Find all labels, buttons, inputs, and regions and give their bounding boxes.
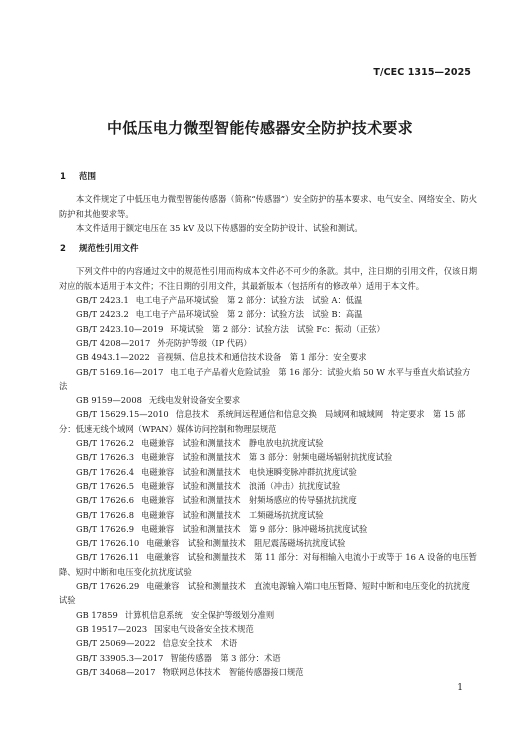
reference-title: 电磁兼容 试验和测量技术 第 3 部分：射频电磁场辐射抗扰度试验 bbox=[141, 452, 393, 463]
reference-code: GB 9159—2008 bbox=[76, 395, 142, 406]
section-title: 规范性引用文件 bbox=[79, 244, 139, 255]
reference-title: 物联网总体技术 智能传感器接口规范 bbox=[162, 666, 304, 677]
document-body bbox=[59, 170, 477, 679]
standard-code: T/CEC 1315—2025 bbox=[373, 67, 471, 78]
scope-paragraph: 本文件规定了中低压电力微型智能传感器（简称“传感器”）安全防护的基本要求、电气安全、网络安全、防火防护和其他要求等。 bbox=[59, 194, 477, 219]
reference-title: 电磁兼容 试验和测量技术 射频场感应的传导骚扰抗扰度 bbox=[141, 495, 357, 506]
reference-code: GB 19517—2023 bbox=[76, 623, 148, 634]
reference-code: GB/T 17626.8 bbox=[76, 509, 135, 520]
reference-code: GB/T 17626.29 bbox=[76, 581, 140, 592]
reference-title: 外壳防护等级（IP 代码） bbox=[157, 337, 252, 348]
reference-code: GB/T 17626.4 bbox=[76, 466, 135, 477]
reference-item bbox=[59, 407, 477, 436]
reference-code: GB/T 2423.1 bbox=[76, 295, 129, 306]
reference-code: GB/T 2423.10—2019 bbox=[76, 323, 164, 334]
reference-item bbox=[59, 550, 477, 579]
reference-item bbox=[59, 636, 477, 650]
reference-code: GB/T 4208—2017 bbox=[76, 337, 151, 348]
reference-code: GB/T 17626.6 bbox=[76, 495, 135, 506]
reference-code: GB/T 17626.9 bbox=[76, 523, 135, 534]
section-number: 2 bbox=[60, 244, 66, 255]
reference-title: 电磁兼容 试验和测量技术 静电放电抗扰度试验 bbox=[141, 438, 324, 449]
reference-title: 电磁兼容 试验和测量技术 工频磁场抗扰度试验 bbox=[141, 509, 324, 520]
reference-code: GB/T 17626.5 bbox=[76, 480, 135, 491]
references-intro-paragraph: 下列文件中的内容通过文中的规范性引用而构成本文件必不可少的条款。其中，注日期的引用文件，仅该日期对应的版本适用于本文件；不注日期的引用文件，其最新版本（包括所有的修改单）适用于本文件。 bbox=[59, 266, 477, 291]
reference-item bbox=[59, 522, 477, 536]
reference-item bbox=[59, 479, 477, 493]
reference-code: GB/T 17626.2 bbox=[76, 438, 135, 449]
reference-item bbox=[59, 365, 477, 394]
reference-title: 电工电子产品环境试验 第 2 部分：试验方法 试验 B：高温 bbox=[135, 309, 363, 320]
reference-item bbox=[59, 307, 477, 321]
reference-item bbox=[59, 622, 477, 636]
reference-item bbox=[59, 536, 477, 550]
reference-title: 电工电子产品环境试验 第 2 部分：试验方法 试验 A：低温 bbox=[135, 295, 363, 306]
reference-title: 信息技术 系统间远程通信和信息交换 局域网和城域网 特定要求 第 15 部分：低速无线个域网（WPAN）媒体访问控制和物理层规范 bbox=[59, 409, 466, 434]
reference-code: GB/T 5169.16—2017 bbox=[76, 366, 164, 377]
reference-title: 智能传感器 第 3 部分：术语 bbox=[170, 652, 281, 663]
scope-paragraph: 本文件适用于额定电压在 35 kV 及以下传感器的安全防护设计、试验和测试。 bbox=[76, 222, 363, 233]
reference-code: GB/T 33905.3—2017 bbox=[76, 652, 164, 663]
reference-code: GB 17859 bbox=[76, 609, 118, 620]
reference-code: GB/T 25069—2022 bbox=[76, 638, 156, 649]
reference-code: GB/T 17626.10 bbox=[76, 538, 140, 549]
reference-title: 电磁兼容 试验和测量技术 第 9 部分：脉冲磁场抗扰度试验 bbox=[141, 523, 368, 534]
reference-item bbox=[59, 508, 477, 522]
section-heading-scope bbox=[59, 170, 477, 184]
reference-title: 电磁兼容 试验和测量技术 浪涌（冲击）抗扰度试验 bbox=[141, 480, 341, 491]
reference-code: GB/T 17626.11 bbox=[76, 552, 140, 563]
document-title: 中低压电力微型智能传感器安全防护技术要求 bbox=[106, 119, 413, 137]
reference-item bbox=[59, 336, 477, 350]
reference-title: 电磁兼容 试验和测量技术 阻尼震荡磁场抗扰度试验 bbox=[146, 538, 346, 549]
reference-item bbox=[59, 465, 477, 479]
page-number: 1 bbox=[457, 683, 463, 693]
reference-item bbox=[59, 651, 477, 665]
reference-title: 电工电子产品着火危险试验 第 16 部分：试验火焰 50 W 水平与垂直火焰试验方法 bbox=[59, 366, 471, 391]
reference-title: 无线电发射设备安全要求 bbox=[148, 395, 241, 406]
reference-code: GB/T 17626.3 bbox=[76, 452, 135, 463]
reference-list bbox=[59, 293, 477, 679]
section-number: 1 bbox=[60, 172, 66, 182]
reference-item bbox=[59, 493, 477, 507]
reference-item bbox=[59, 293, 477, 307]
reference-item bbox=[59, 322, 477, 336]
reference-item bbox=[59, 350, 477, 364]
reference-item bbox=[59, 436, 477, 450]
reference-item bbox=[59, 579, 477, 608]
reference-title: 电磁兼容 试验和测量技术 直流电源输入端口电压暂降、短时中断和电压变化的抗扰度试验 bbox=[59, 581, 470, 606]
reference-title: 环境试验 第 2 部分：试验方法 试验 Fc：振动（正弦） bbox=[170, 323, 385, 334]
reference-item bbox=[59, 393, 477, 407]
reference-title: 电磁兼容 试验和测量技术 第 11 部分：对每相输入电流小于或等于 16 A 设备的电压暂降、短时中断和电压变化抗扰度试验 bbox=[59, 552, 477, 577]
reference-title: 国家电气设备安全技术规范 bbox=[154, 623, 254, 634]
reference-item bbox=[59, 608, 477, 622]
reference-item bbox=[59, 450, 477, 464]
reference-code: GB/T 15629.15—2010 bbox=[76, 409, 169, 420]
reference-code: GB/T 2423.2 bbox=[76, 309, 129, 320]
reference-title: 计算机信息系统 安全保护等级划分准则 bbox=[124, 609, 275, 620]
reference-title: 音视频、信息技术和通信技术设备 第 1 部分：安全要求 bbox=[156, 352, 367, 363]
section-title: 范围 bbox=[79, 172, 97, 182]
reference-title: 信息安全技术 术语 bbox=[162, 638, 238, 649]
reference-code: GB 4943.1—2022 bbox=[76, 352, 150, 363]
section-heading-normative-references bbox=[59, 242, 477, 256]
reference-title: 电磁兼容 试验和测量技术 电快速瞬变脉冲群抗扰度试验 bbox=[141, 466, 357, 477]
reference-item bbox=[59, 665, 477, 679]
reference-code: GB/T 34068—2017 bbox=[76, 666, 156, 677]
